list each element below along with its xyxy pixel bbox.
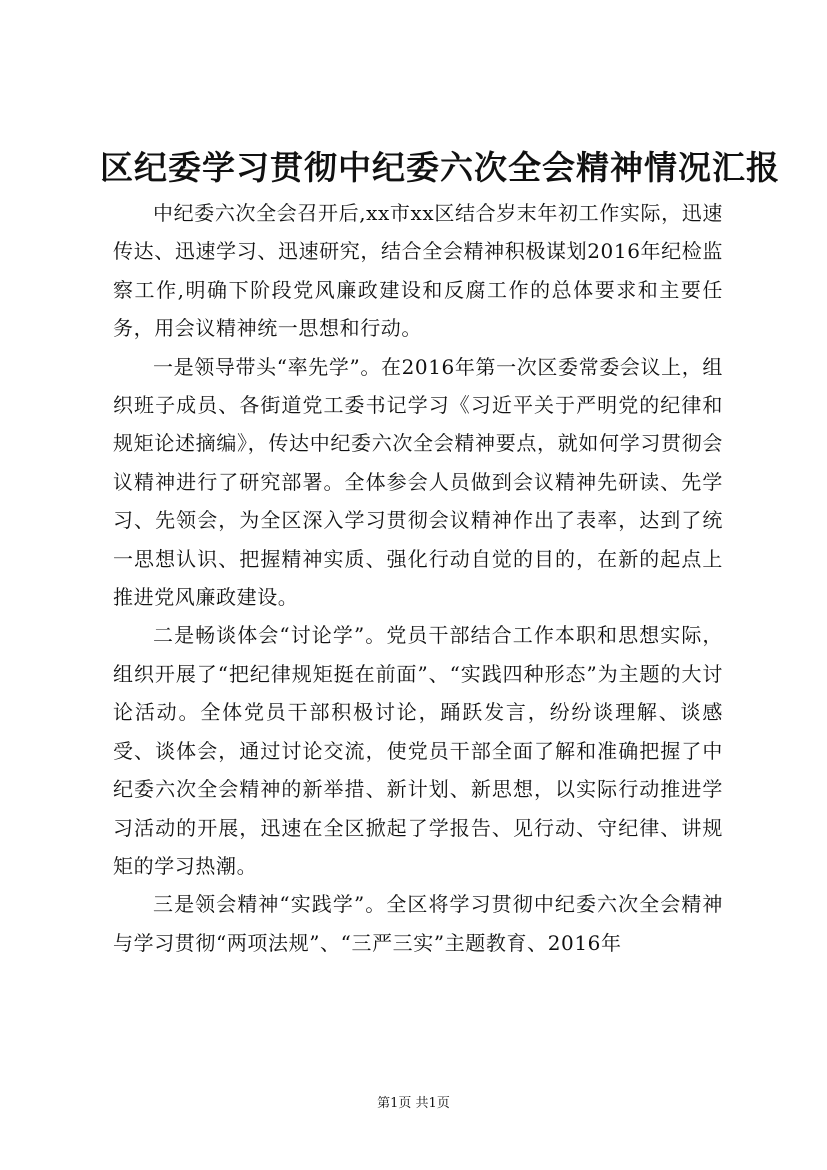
paragraph-point-two: 二是畅谈体会“讨论学”。党员干部结合工作本职和思想实际，组织开展了“把纪律规矩挺在前面”、“实践四种形态”为主题的大讨论活动。全体党员干部积极讨论，踊跃发言，纷纷谈理解、谈感受、谈体会，通过讨论交流，使党员干部全面了解和准确把握了中纪委六次全会精神的新举措、新计划、新思想，以实际行动推进学习活动的开展，迅速在全区掀起了学报告、见行动、守纪律、讲规矩的学习热潮。: [113, 623, 723, 878]
page-footer: 第1页 共1页: [377, 1096, 450, 1111]
document-body: [113, 194, 723, 962]
paragraph-point-one: 一是领导带头“率先学”。在2016年第一次区委常委会议上，组织班子成员、各街道党工委书记学习《习近平关于严明党的纪律和规矩论述摘编》，传达中纪委六次全会精神要点，就如何学习贯彻会议精神进行了研究部署。全体参会人员做到会议精神先研读、先学习、先领会，为全区深入学习贯彻会议精神作出了表率，达到了统一思想认识、把握精神实质、强化行动自觉的目的，在新的起点上推进党风廉政建设。: [113, 354, 723, 610]
document-title: 区纪委学习贯彻中纪委六次全会精神情况汇报: [100, 148, 780, 187]
paragraph-intro: 中纪委六次全会召开后,xx市xx区结合岁末年初工作实际，迅速传达、迅速学习、迅速研究，结合全会精神积极谋划2016年纪检监察工作,明确下阶段党风廉政建设和反腐工作的总体要求和主要任务，用会议精神统一思想和行动。: [113, 201, 723, 341]
paragraph-point-three: 三是领会精神“实践学”。全区将学习贯彻中纪委六次全会精神与学习贯彻“两项法规”、“三严三实”主题教育、2016年: [113, 892, 723, 955]
